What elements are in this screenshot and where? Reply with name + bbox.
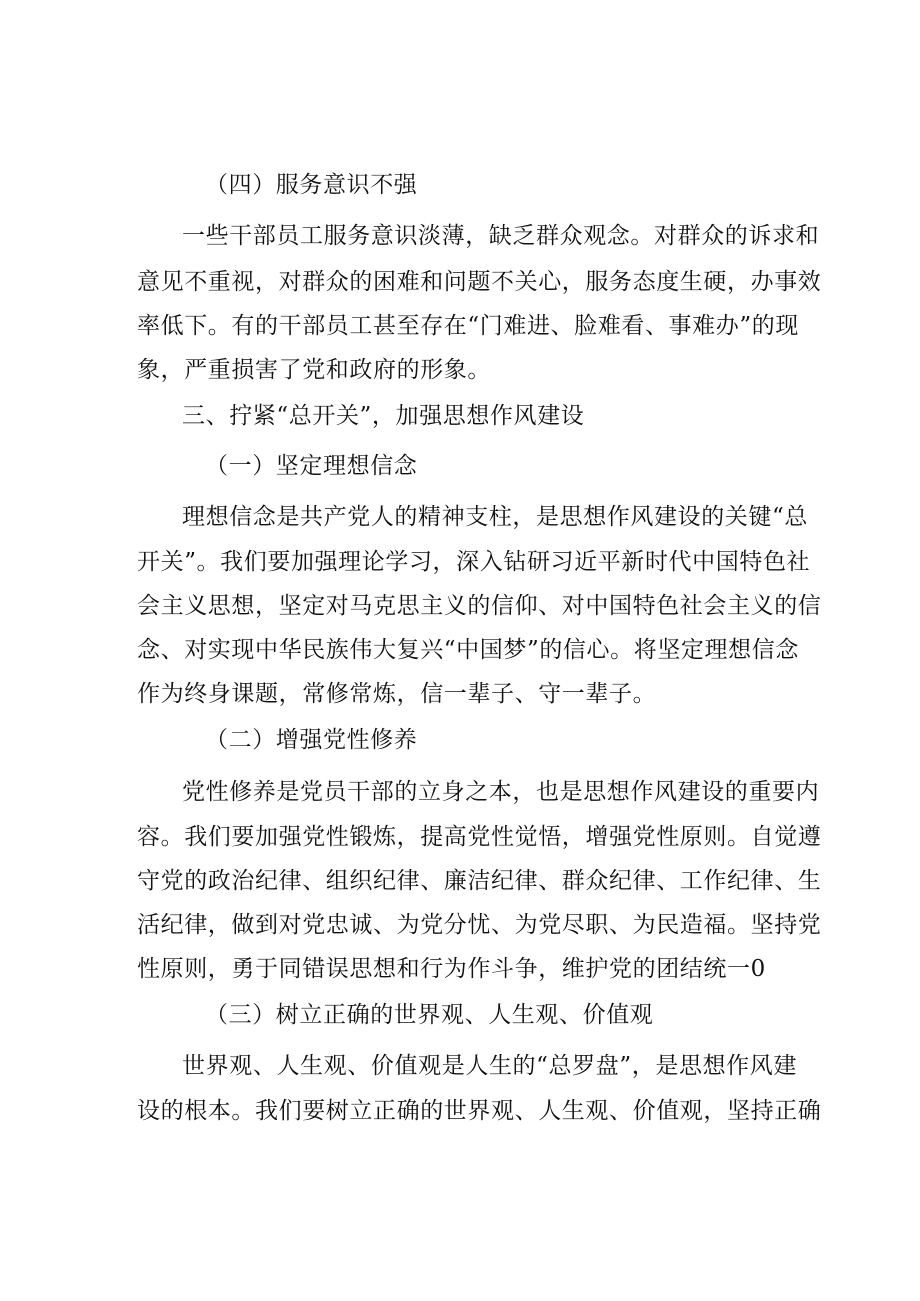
- paragraph-line: 作为终身课题，常修常炼，信一辈子、守一辈子。: [137, 681, 657, 707]
- paragraph-line: 党性修养是党员干部的立身之本，也是思想作风建设的重要内: [182, 779, 820, 805]
- paragraph-line: 念、对实现中华民族伟大复兴“中国梦”的信心。将坚定理想信念: [137, 637, 799, 663]
- paragraph-line: 会主义思想，坚定对马克思主义的信仰、对中国特色社会主义的信: [137, 593, 822, 619]
- paragraph-line: 设的根本。我们要树立正确的世界观、人生观、价值观，坚持正确: [137, 1098, 822, 1124]
- paragraph-line: 活纪律，做到对党忠诚、为党分忧、为党尽职、为民造福。坚持党: [137, 912, 822, 938]
- subheading-party-spirit: （二）增强党性修养: [205, 727, 418, 753]
- paragraph-line: 一些干部员工服务意识淡薄，缺乏群众观念。对群众的诉求和: [182, 223, 820, 249]
- subheading-worldview: （三）树立正确的世界观、人生观、价值观: [205, 1002, 654, 1028]
- paragraph-line: 性原则，勇于同错误思想和行为作斗争，维护党的团结统一0: [137, 956, 766, 982]
- paragraph-line: 象，严重损害了党和政府的形象。: [137, 357, 491, 383]
- subheading-service-awareness: （四）服务意识不强: [205, 172, 418, 198]
- paragraph-line: 守党的政治纪律、组织纪律、廉洁纪律、群众纪律、工作纪律、生: [137, 868, 822, 894]
- paragraph-line: 率低下。有的干部员工甚至存在“门难进、脸难看、事难办”的现: [137, 313, 799, 339]
- paragraph-line: 理想信念是共产党人的精神支柱，是思想作风建设的关键“总: [182, 504, 808, 530]
- section-heading: 三、拧紧“总开关”，加强思想作风建设: [182, 403, 585, 429]
- subheading-ideals: （一）坚定理想信念: [205, 453, 418, 479]
- paragraph-line: 开关”。我们要加强理论学习，深入钻研习近平新时代中国特色社: [137, 549, 811, 575]
- paragraph-line: 容。我们要加强党性锻炼，提高党性觉悟，增强党性原则。自觉遵: [137, 824, 822, 850]
- paragraph-line: 意见不重视，对群众的困难和问题不关心，服务态度生硬，办事效: [137, 269, 822, 295]
- paragraph-line: 世界观、人生观、价值观是人生的“总罗盘”，是思想作风建: [182, 1053, 797, 1079]
